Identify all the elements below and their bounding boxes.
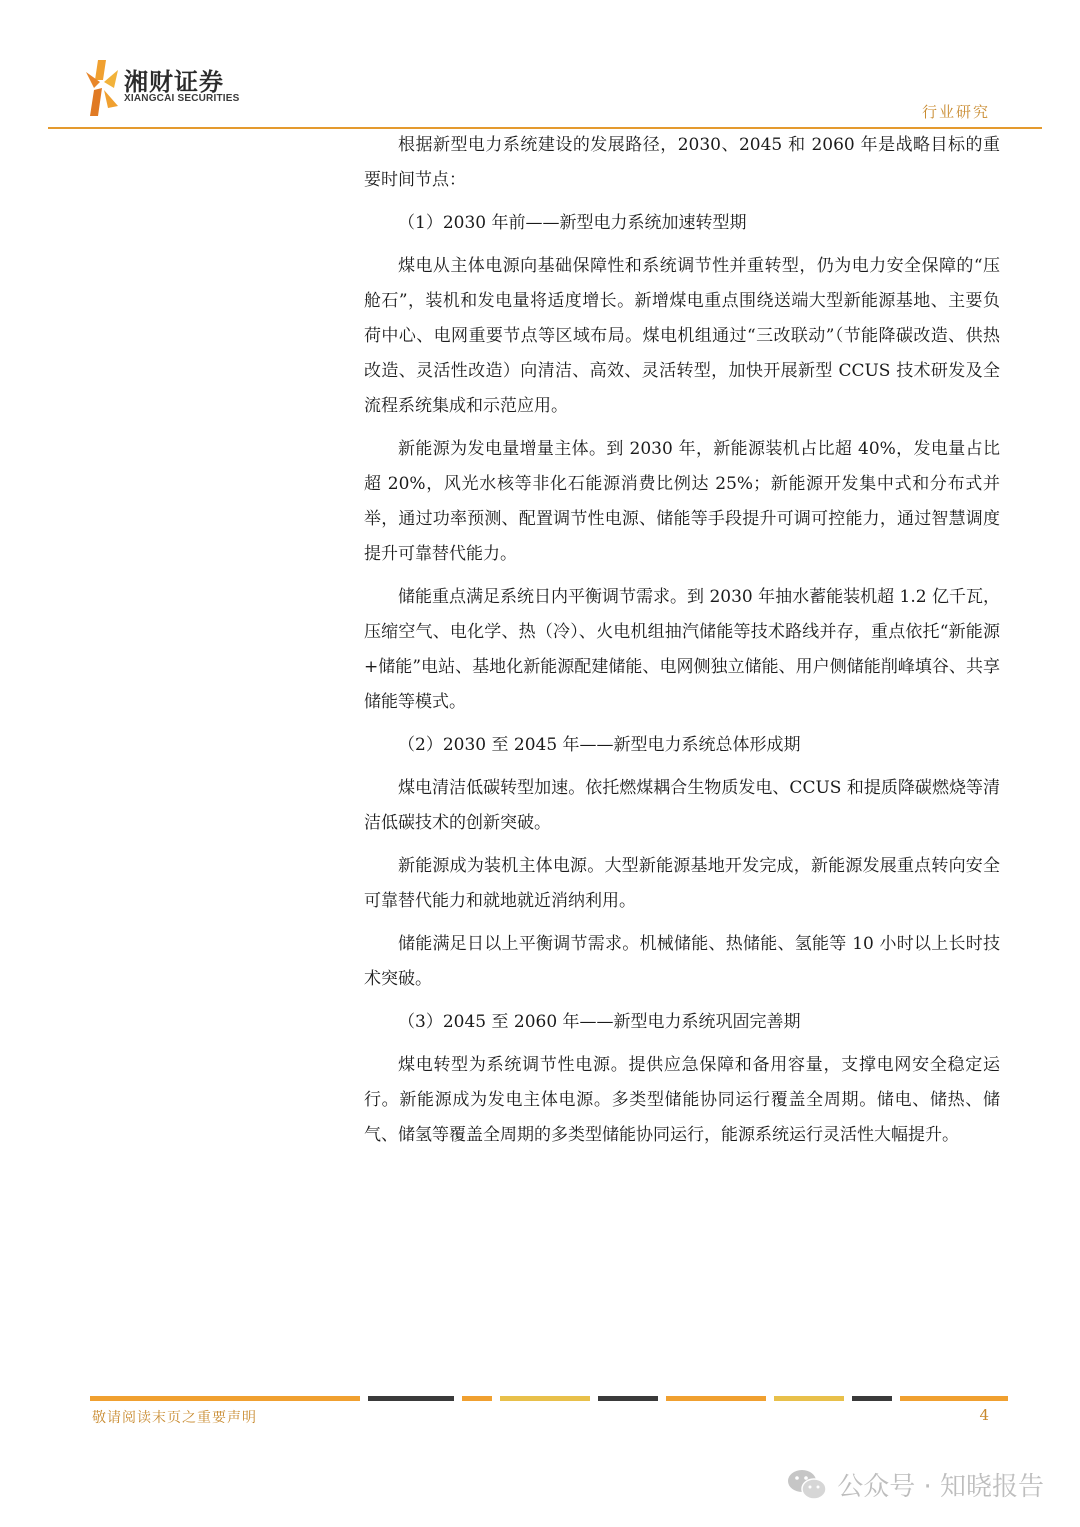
wechat-icon xyxy=(787,1468,827,1502)
paragraph-renewables-2: 新能源成为装机主体电源。大型新能源基地开发完成，新能源发展重点转向安全可靠替代能力和就地就近消纳利用。 xyxy=(364,856,1000,911)
paragraph-coal-1: 煤电从主体电源向基础保障性和系统调节性并重转型，仍为电力安全保障的“压舱石”，装机和发电量将适度增长。新增煤电重点围绕送端大型新能源基地、主要负荷中心、电网重要节点等区域布局。煤电机组通过“三改联动”（节能降碳改造、供热改造、灵活性改造）向清洁、高效、灵活转型，加快开展新型 CCUS 技术研发及全流程系统集成和示范应用。 xyxy=(364,256,1000,416)
footer-divider xyxy=(90,1396,1008,1401)
section-heading-2: （2）2030 至 2045 年——新型电力系统总体形成期 xyxy=(398,735,801,755)
disclaimer-note: 敬请阅读末页之重要声明 xyxy=(92,1410,257,1426)
paragraph-coal-2: 煤电清洁低碳转型加速。依托燃煤耦合生物质发电、CCUS 和提质降碳燃烧等清洁低碳技术的创新突破。 xyxy=(364,778,1000,833)
paragraph-storage-2: 储能满足日以上平衡调节需求。机械储能、热储能、氢能等 10 小时以上长时技术突破。 xyxy=(364,934,1000,989)
watermark-text: 公众号 · 知晓报告 xyxy=(837,1472,1044,1502)
logo-english-name: XIANGCAI SECURITIES xyxy=(124,93,240,104)
section-heading-3: （3）2045 至 2060 年——新型电力系统巩固完善期 xyxy=(398,1012,801,1032)
document-body xyxy=(364,128,1000,1161)
page-number: 4 xyxy=(979,1406,989,1424)
paragraph-renewables-1: 新能源为发电量增量主体。到 2030 年，新能源装机占比超 40%，发电量占比超 20%，风光水核等非化石能源消费比例达 25%；新能源开发集中式和分布式并举，通过功率预测、配置调节性电源、储能等手段提升可调可控能力，通过智慧调度提升可靠替代能力。 xyxy=(364,439,1000,564)
intro-paragraph: 根据新型电力系统建设的发展路径，2030、2045 和 2060 年是战略目标的重要时间节点： xyxy=(364,135,1000,190)
section-label: 行业研究 xyxy=(921,103,990,121)
paragraph-phase-3: 煤电转型为系统调节性电源。提供应急保障和备用容量，支撑电网安全稳定运行。新能源成为发电主体电源。多类型储能协同运行覆盖全周期。储电、储热、储气、储氢等覆盖全周期的多类型储能协同运行，能源系统运行灵活性大幅提升。 xyxy=(364,1055,1000,1145)
section-heading-1: （1）2030 年前——新型电力系统加速转型期 xyxy=(398,213,747,233)
watermark xyxy=(787,1466,1044,1503)
company-logo xyxy=(84,58,240,118)
paragraph-storage-1: 储能重点满足系统日内平衡调节需求。到 2030 年抽水蓄能装机超 1.2 亿千瓦，压缩空气、电化学、热（冷）、火电机组抽汽储能等技术路线并存，重点依托“新能源+储能”电站、基地化新能源配建储能、电网侧独立储能、用户侧储能削峰填谷、共享储能等模式。 xyxy=(364,587,1000,712)
logo-mark-icon xyxy=(84,58,120,118)
logo-chinese-name: 湘财证券 xyxy=(124,68,224,96)
